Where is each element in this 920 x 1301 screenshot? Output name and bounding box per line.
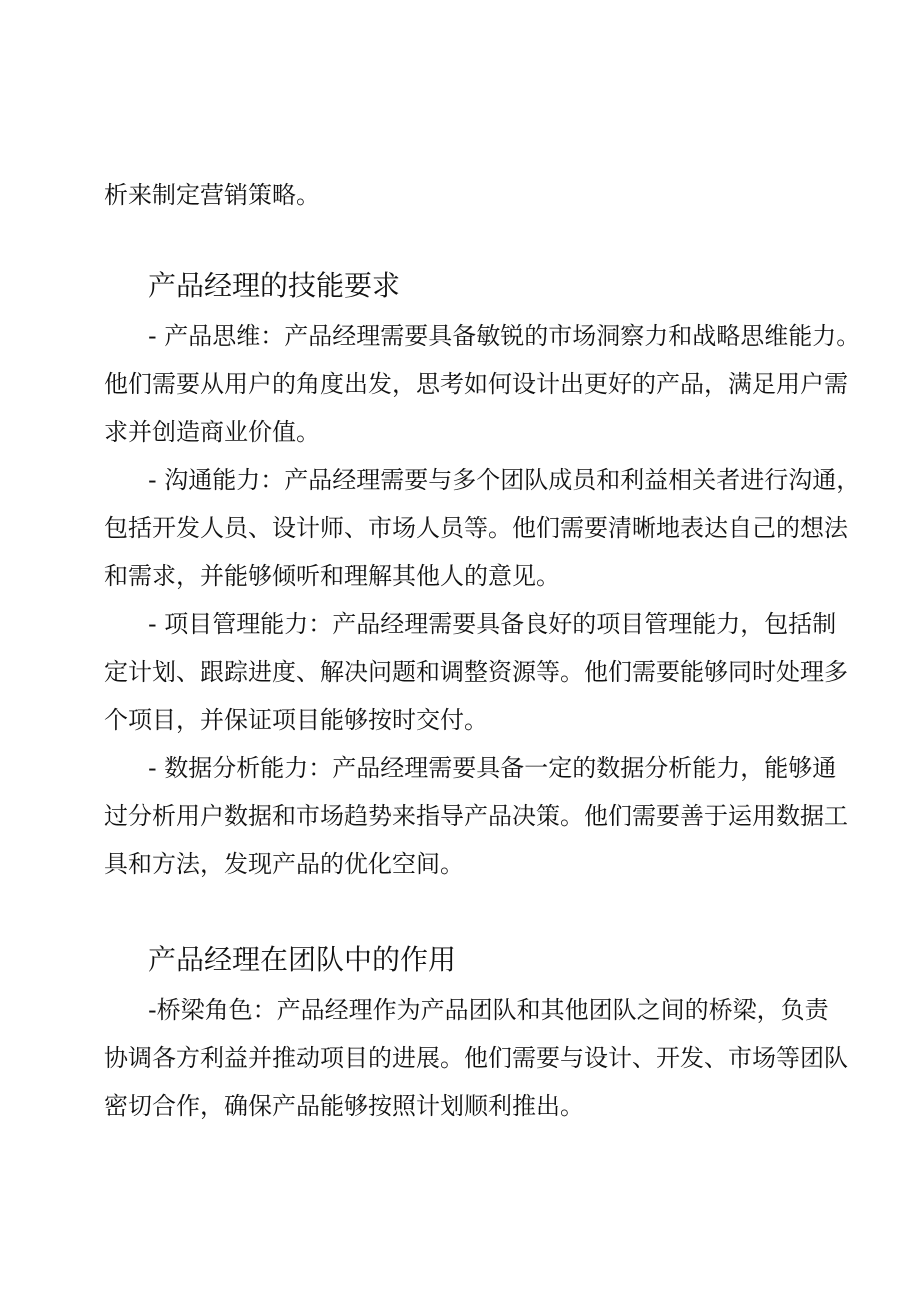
skill-project-management-line3: 个项目，并保证项目能够按时交付。 bbox=[104, 706, 488, 734]
skill-data-analysis-line2: 过分析用户数据和市场趋势来指导产品决策。他们需要善于运用数据工 bbox=[104, 802, 848, 830]
role-bridge-line1: -桥梁角色：产品经理作为产品团队和其他团队之间的桥梁，负责 bbox=[148, 996, 829, 1024]
skill-product-thinking-line1: - 产品思维：产品经理需要具备敏锐的市场洞察力和战略思维能力。 bbox=[148, 322, 861, 350]
skill-data-analysis-line3: 具和方法，发现产品的优化空间。 bbox=[104, 850, 464, 878]
role-bridge-line2: 协调各方利益并推动项目的进展。他们需要与设计、开发、市场等团队 bbox=[104, 1044, 848, 1072]
skill-communication-line1: - 沟通能力：产品经理需要与多个团队成员和利益相关者进行沟通， bbox=[148, 466, 861, 494]
skill-project-management-line2: 定计划、跟踪进度、解决问题和调整资源等。他们需要能够同时处理多 bbox=[104, 658, 848, 686]
skill-communication-line2: 包括开发人员、设计师、市场人员等。他们需要清晰地表达自己的想法 bbox=[104, 514, 848, 542]
skill-product-thinking-line3: 求并创造商业价值。 bbox=[104, 418, 320, 446]
skill-product-thinking-line2: 他们需要从用户的角度出发，思考如何设计出更好的产品，满足用户需 bbox=[104, 370, 848, 398]
skill-project-management-line1: - 项目管理能力：产品经理需要具备良好的项目管理能力，包括制 bbox=[148, 610, 837, 638]
section-heading-skills: 产品经理的技能要求 bbox=[148, 269, 401, 302]
section-heading-team-role: 产品经理在团队中的作用 bbox=[148, 943, 457, 976]
paragraph-continuation: 析来制定营销策略。 bbox=[104, 181, 320, 209]
skill-data-analysis-line1: - 数据分析能力：产品经理需要具备一定的数据分析能力，能够通 bbox=[148, 754, 837, 782]
role-bridge-line3: 密切合作，确保产品能够按照计划顺利推出。 bbox=[104, 1092, 584, 1120]
skill-communication-line3: 和需求，并能够倾听和理解其他人的意见。 bbox=[104, 562, 560, 590]
